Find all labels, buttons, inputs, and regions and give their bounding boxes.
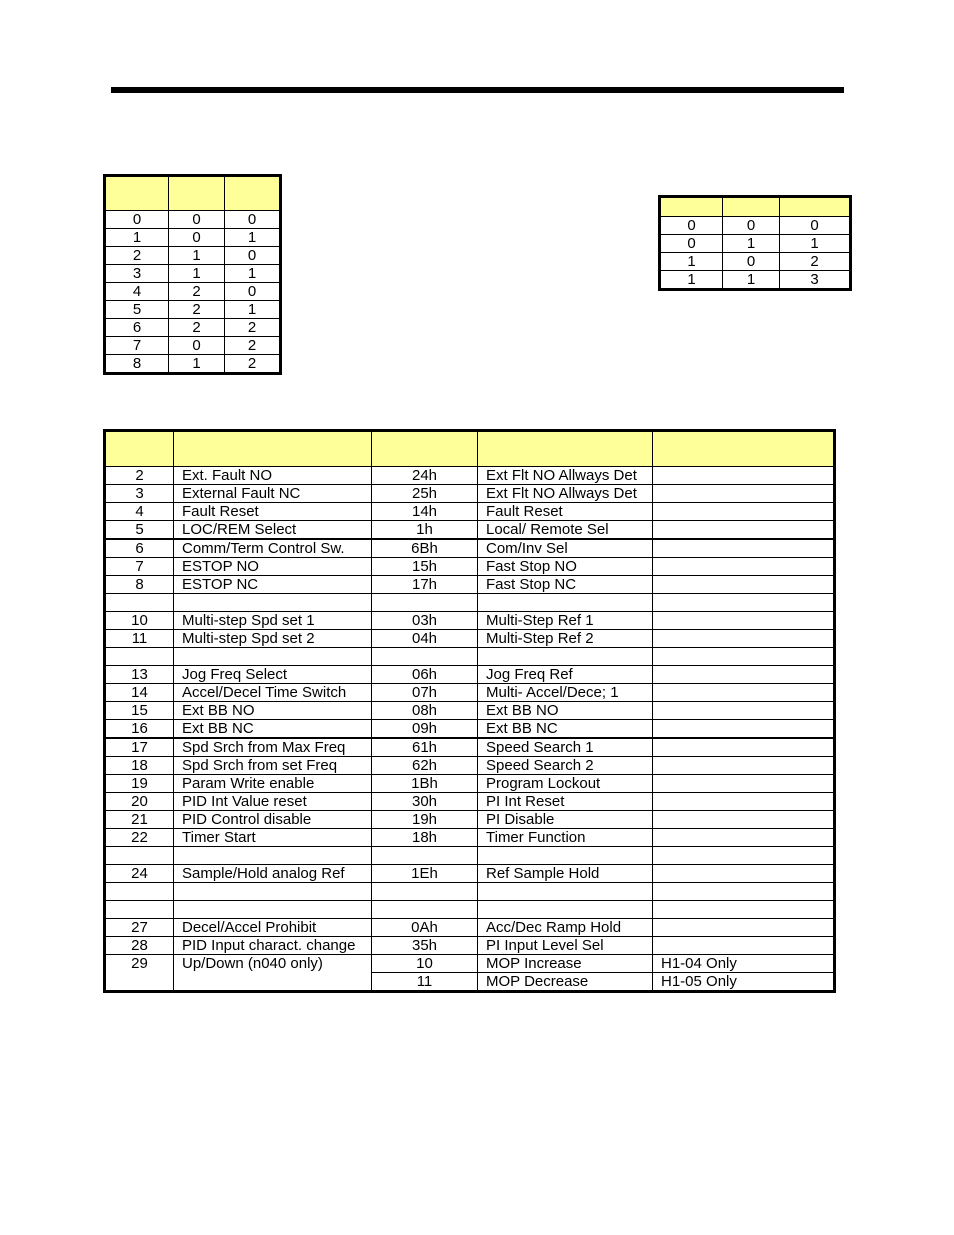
- table-cell: [478, 847, 653, 865]
- table-cell: 8: [105, 355, 169, 374]
- table-cell: PID Control disable: [174, 811, 372, 829]
- table-cell: 27: [105, 919, 174, 937]
- table-cell: 1: [723, 271, 780, 290]
- table-cell: 21: [105, 811, 174, 829]
- table-cell: [372, 847, 478, 865]
- table-row: [660, 235, 851, 253]
- table-cell: Speed Search 2: [478, 757, 653, 775]
- header-cell: [105, 176, 169, 211]
- table-cell: 16: [105, 720, 174, 739]
- table-cell: 10: [372, 955, 478, 973]
- table-cell: 6: [105, 539, 174, 558]
- table-cell: 2: [169, 301, 225, 319]
- table-cell: 03h: [372, 612, 478, 630]
- header-cell: [660, 197, 723, 217]
- table-row: [105, 919, 835, 937]
- table-cell: 1: [225, 265, 281, 283]
- header-cell: [653, 431, 835, 467]
- table-cell: [174, 594, 372, 612]
- table-cell: [653, 793, 835, 811]
- table-cell: 09h: [372, 720, 478, 739]
- table-cell: 2: [105, 247, 169, 265]
- table-cell: [653, 847, 835, 865]
- table-cell: [478, 594, 653, 612]
- table-cell: [653, 648, 835, 666]
- table-cell: 25h: [372, 485, 478, 503]
- table-cell: [372, 883, 478, 901]
- table-cell: 04h: [372, 630, 478, 648]
- table-cell: 2: [225, 337, 281, 355]
- table-cell: [372, 594, 478, 612]
- multistep-table: [103, 174, 282, 375]
- table-row: [105, 485, 835, 503]
- table-cell: 11: [105, 630, 174, 648]
- table-cell: Jog Freq Ref: [478, 666, 653, 684]
- table-cell: 10: [105, 612, 174, 630]
- table-cell: 24h: [372, 467, 478, 485]
- table-cell: Multi-Step Ref 1: [478, 612, 653, 630]
- header-cell: [174, 431, 372, 467]
- table-cell: Ref Sample Hold: [478, 865, 653, 883]
- table-cell: 4: [105, 503, 174, 521]
- header-cell: [723, 197, 780, 217]
- table-row: [105, 211, 281, 229]
- table-cell: 7: [105, 337, 169, 355]
- table-row: [105, 558, 835, 576]
- table-cell: [105, 847, 174, 865]
- table-cell: 0: [105, 211, 169, 229]
- table-cell: [174, 648, 372, 666]
- table-cell: Up/Down (n040 only): [174, 955, 372, 992]
- table-row: [105, 757, 835, 775]
- table-cell: 1: [225, 301, 281, 319]
- table-cell: 0: [660, 235, 723, 253]
- table-cell: Acc/Dec Ramp Hold: [478, 919, 653, 937]
- header-cell: [225, 176, 281, 211]
- table-cell: 61h: [372, 738, 478, 757]
- table-cell: [653, 937, 835, 955]
- table-cell: Ext BB NC: [478, 720, 653, 739]
- table-cell: Multi- Accel/Dece; 1: [478, 684, 653, 702]
- table-cell: 2: [780, 253, 851, 271]
- table-cell: 07h: [372, 684, 478, 702]
- table-cell: [653, 865, 835, 883]
- table-cell: [372, 901, 478, 919]
- table-cell: 08h: [372, 702, 478, 720]
- table-row: [105, 865, 835, 883]
- table-cell: 5: [105, 521, 174, 540]
- table-cell: [478, 901, 653, 919]
- table-cell: 3: [780, 271, 851, 290]
- table-row: [105, 811, 835, 829]
- digital-input-function-table: [103, 429, 836, 993]
- table-cell: 06h: [372, 666, 478, 684]
- table-cell: Accel/Decel Time Switch: [174, 684, 372, 702]
- table-cell: [478, 648, 653, 666]
- table-cell: [105, 648, 174, 666]
- table-cell: 24: [105, 865, 174, 883]
- table-cell: [653, 612, 835, 630]
- table-cell: 11: [372, 973, 478, 992]
- table-cell: 18: [105, 757, 174, 775]
- table-cell: 15h: [372, 558, 478, 576]
- table-cell: 0: [225, 211, 281, 229]
- table-cell: 0Ah: [372, 919, 478, 937]
- table-cell: 1Eh: [372, 865, 478, 883]
- table-cell: Multi-Step Ref 2: [478, 630, 653, 648]
- table-cell: Program Lockout: [478, 775, 653, 793]
- table-cell: 0: [225, 283, 281, 301]
- table-cell: 7: [105, 558, 174, 576]
- table-row: [105, 265, 281, 283]
- table-cell: 4: [105, 283, 169, 301]
- table-cell: [653, 630, 835, 648]
- header-cell: [780, 197, 851, 217]
- table-cell: [653, 521, 835, 540]
- table-cell: Fast Stop NC: [478, 576, 653, 594]
- table-cell: Fault Reset: [174, 503, 372, 521]
- table-cell: PID Input charact. change: [174, 937, 372, 955]
- accel-decel-table: [658, 195, 852, 291]
- table-cell: Ext BB NO: [478, 702, 653, 720]
- table-cell: 18h: [372, 829, 478, 847]
- table-cell: ESTOP NO: [174, 558, 372, 576]
- table-row: [105, 793, 835, 811]
- table-cell: Multi-step Spd set 1: [174, 612, 372, 630]
- table-cell: H1-05 Only: [653, 973, 835, 992]
- table-cell: [653, 919, 835, 937]
- table-cell: 6: [105, 319, 169, 337]
- table-row: [105, 955, 835, 973]
- table-cell: 0: [169, 337, 225, 355]
- table-cell: 8: [105, 576, 174, 594]
- table-row: [105, 503, 835, 521]
- table-cell: Comm/Term Control Sw.: [174, 539, 372, 558]
- table-cell: [174, 901, 372, 919]
- table-row: [105, 612, 835, 630]
- table-cell: Decel/Accel Prohibit: [174, 919, 372, 937]
- table-cell: 17: [105, 738, 174, 757]
- table-cell: LOC/REM Select: [174, 521, 372, 540]
- table-cell: [653, 558, 835, 576]
- table-cell: 1: [660, 253, 723, 271]
- table-row: [105, 666, 835, 684]
- table-cell: [372, 648, 478, 666]
- table-cell: [653, 485, 835, 503]
- table-cell: 20: [105, 793, 174, 811]
- table-row: [105, 630, 835, 648]
- table-cell: [653, 811, 835, 829]
- table-cell: Timer Start: [174, 829, 372, 847]
- table-row: [660, 253, 851, 271]
- table-cell: 30h: [372, 793, 478, 811]
- table-cell: [653, 829, 835, 847]
- table-cell: [653, 594, 835, 612]
- table-row: [105, 594, 835, 612]
- table-cell: [653, 503, 835, 521]
- header-cell: [478, 431, 653, 467]
- table-cell: 1h: [372, 521, 478, 540]
- table-cell: [653, 539, 835, 558]
- table-cell: 14h: [372, 503, 478, 521]
- table-cell: H1-04 Only: [653, 955, 835, 973]
- table-cell: MOP Decrease: [478, 973, 653, 992]
- table-row: [105, 576, 835, 594]
- table-row: [105, 337, 281, 355]
- table-cell: [653, 883, 835, 901]
- table-cell: 19: [105, 775, 174, 793]
- table-row: [105, 283, 281, 301]
- table-cell: 0: [169, 229, 225, 247]
- table-cell: ESTOP NC: [174, 576, 372, 594]
- table-cell: Jog Freq Select: [174, 666, 372, 684]
- table-cell: 62h: [372, 757, 478, 775]
- table-row: [660, 271, 851, 290]
- table-cell: 0: [723, 253, 780, 271]
- table-cell: 1: [169, 247, 225, 265]
- table-row: [105, 684, 835, 702]
- table-cell: Ext Flt NO Allways Det: [478, 467, 653, 485]
- table-cell: Speed Search 1: [478, 738, 653, 757]
- table-row: [105, 521, 835, 540]
- table-cell: [653, 666, 835, 684]
- table-cell: 15: [105, 702, 174, 720]
- table-cell: [653, 775, 835, 793]
- table-row: [105, 702, 835, 720]
- table-cell: Local/ Remote Sel: [478, 521, 653, 540]
- table-cell: 29: [105, 955, 174, 992]
- table-cell: Fast Stop NO: [478, 558, 653, 576]
- table-cell: 2: [225, 355, 281, 374]
- table-cell: Multi-step Spd set 2: [174, 630, 372, 648]
- table-cell: 6Bh: [372, 539, 478, 558]
- table-row: [105, 467, 835, 485]
- table-cell: Ext BB NO: [174, 702, 372, 720]
- table-cell: [653, 757, 835, 775]
- table-row: [105, 829, 835, 847]
- table-row: [660, 217, 851, 235]
- table-cell: 1Bh: [372, 775, 478, 793]
- table-cell: 3: [105, 485, 174, 503]
- table-row: [105, 301, 281, 319]
- table-cell: 19h: [372, 811, 478, 829]
- table-cell: [653, 720, 835, 739]
- table-row: [105, 937, 835, 955]
- table-cell: 1: [169, 265, 225, 283]
- table-cell: Timer Function: [478, 829, 653, 847]
- table-cell: Spd Srch from Max Freq: [174, 738, 372, 757]
- table-cell: Ext BB NC: [174, 720, 372, 739]
- table-cell: [653, 738, 835, 757]
- table-cell: Fault Reset: [478, 503, 653, 521]
- table-row: [105, 738, 835, 757]
- table-cell: 0: [169, 211, 225, 229]
- table-cell: [653, 702, 835, 720]
- table-cell: 5: [105, 301, 169, 319]
- table-row: [105, 883, 835, 901]
- table-cell: PI Int Reset: [478, 793, 653, 811]
- table-cell: 35h: [372, 937, 478, 955]
- table-cell: [653, 684, 835, 702]
- table-row: [105, 775, 835, 793]
- table-cell: 3: [105, 265, 169, 283]
- table-cell: 0: [780, 217, 851, 235]
- table-cell: 2: [169, 283, 225, 301]
- table-cell: [653, 467, 835, 485]
- table-cell: [105, 883, 174, 901]
- table-row: [105, 247, 281, 265]
- table-cell: 2: [225, 319, 281, 337]
- header-cell: [105, 431, 174, 467]
- table-row: [105, 720, 835, 739]
- table-header-row: [105, 176, 281, 211]
- top-rule: [111, 87, 844, 93]
- table-cell: Com/Inv Sel: [478, 539, 653, 558]
- table-cell: 17h: [372, 576, 478, 594]
- table-row: [105, 847, 835, 865]
- table-cell: 13: [105, 666, 174, 684]
- table-cell: [653, 901, 835, 919]
- table-cell: Spd Srch from set Freq: [174, 757, 372, 775]
- table-cell: 2: [105, 467, 174, 485]
- table-header-row: [105, 431, 835, 467]
- table-cell: Ext. Fault NO: [174, 467, 372, 485]
- table-cell: [653, 576, 835, 594]
- table-cell: [478, 883, 653, 901]
- table-cell: External Fault NC: [174, 485, 372, 503]
- table-cell: PID Int Value reset: [174, 793, 372, 811]
- table-cell: PI Disable: [478, 811, 653, 829]
- table-row: [105, 229, 281, 247]
- table-cell: MOP Increase: [478, 955, 653, 973]
- table-cell: 0: [660, 217, 723, 235]
- table-cell: [105, 594, 174, 612]
- table-cell: 1: [780, 235, 851, 253]
- table-cell: [174, 847, 372, 865]
- table-cell: 0: [723, 217, 780, 235]
- header-cell: [169, 176, 225, 211]
- table-row: [105, 539, 835, 558]
- table-cell: 1: [723, 235, 780, 253]
- table-cell: 1: [105, 229, 169, 247]
- table-cell: 2: [169, 319, 225, 337]
- table-cell: 22: [105, 829, 174, 847]
- table-header-row: [660, 197, 851, 217]
- table-cell: 0: [225, 247, 281, 265]
- table-row: [105, 355, 281, 374]
- table-row: [105, 901, 835, 919]
- table-cell: 1: [225, 229, 281, 247]
- table-cell: Ext Flt NO Allways Det: [478, 485, 653, 503]
- table-cell: 14: [105, 684, 174, 702]
- table-cell: 1: [660, 271, 723, 290]
- table-cell: 1: [169, 355, 225, 374]
- table-cell: Param Write enable: [174, 775, 372, 793]
- table-cell: [174, 883, 372, 901]
- header-cell: [372, 431, 478, 467]
- table-cell: [105, 901, 174, 919]
- table-row: [105, 648, 835, 666]
- table-cell: Sample/Hold analog Ref: [174, 865, 372, 883]
- table-row: [105, 319, 281, 337]
- table-cell: PI Input Level Sel: [478, 937, 653, 955]
- table-cell: 28: [105, 937, 174, 955]
